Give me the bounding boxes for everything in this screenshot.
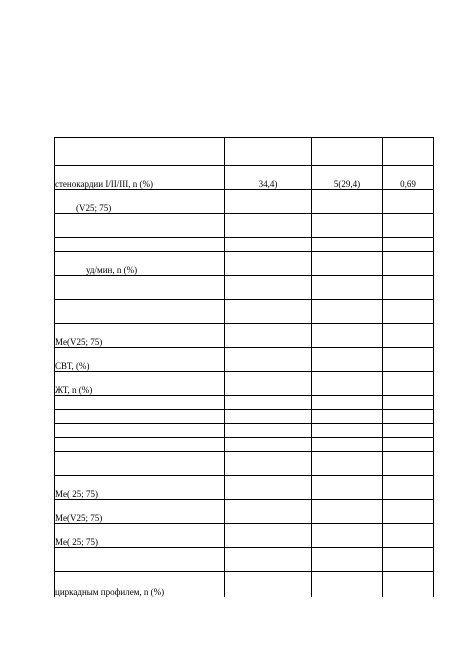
table-row — [55, 452, 434, 476]
table-cell-label: Me( 25; 75) — [55, 476, 225, 500]
table-row — [55, 324, 434, 348]
table-row — [55, 190, 434, 214]
table-cell-value — [383, 500, 434, 524]
table-cell-label — [55, 410, 225, 424]
table-cell-value — [312, 324, 383, 348]
table-cell-label — [55, 214, 225, 238]
table-cell-value — [225, 410, 312, 424]
table-cell-value: 0,69 — [383, 166, 434, 190]
table-row — [55, 138, 434, 166]
table-cell-value — [312, 424, 383, 438]
table-cell-label: (V25; 75) — [55, 190, 225, 214]
table-cell-label: циркадным профилем, n (%) — [55, 572, 225, 597]
data-table — [54, 137, 434, 597]
table-cell-value — [312, 252, 383, 276]
table-cell-value — [225, 572, 312, 597]
table-cell-label — [55, 238, 225, 252]
table-cell-value — [225, 276, 312, 300]
table-row — [55, 410, 434, 424]
table-cell-label: Me(V25; 75) — [55, 324, 225, 348]
table-cell-value — [225, 372, 312, 396]
table-cell-value — [225, 190, 312, 214]
table-cell-value — [225, 548, 312, 572]
table-cell-value — [312, 452, 383, 476]
table-cell-value — [312, 438, 383, 452]
table-cell-value — [225, 424, 312, 438]
table-cell-label — [55, 276, 225, 300]
table-cell-value — [225, 300, 312, 324]
table-row — [55, 438, 434, 452]
table-cell-value — [383, 372, 434, 396]
table-cell-value — [225, 324, 312, 348]
table-row — [55, 476, 434, 500]
table-row — [55, 166, 434, 190]
table-cell-value — [225, 500, 312, 524]
table-cell-label — [55, 300, 225, 324]
table-row — [55, 548, 434, 572]
table-cell-label: ЖТ, n (%) — [55, 372, 225, 396]
table-cell-value — [312, 138, 383, 166]
table-cell-value — [225, 238, 312, 252]
table-cell-value — [383, 424, 434, 438]
table-cell-value — [383, 452, 434, 476]
table-cell-value — [383, 324, 434, 348]
table-cell-label — [55, 396, 225, 410]
table-cell-value — [312, 396, 383, 410]
table-cell-value — [225, 396, 312, 410]
table-cell-value — [225, 452, 312, 476]
table-row — [55, 372, 434, 396]
table-cell-value — [383, 476, 434, 500]
table-row — [55, 238, 434, 252]
table-cell-value — [312, 500, 383, 524]
table-cell-label: Me( 25; 75) — [55, 524, 225, 548]
table-cell-value — [312, 548, 383, 572]
table-cell-label — [55, 138, 225, 166]
table-cell-label: СВТ, (%) — [55, 348, 225, 372]
table-row — [55, 214, 434, 238]
table-row — [55, 300, 434, 324]
table-cell-value — [225, 214, 312, 238]
table-cell-value — [312, 348, 383, 372]
table-row — [55, 500, 434, 524]
table-cell-value — [383, 214, 434, 238]
table-cell-value — [383, 300, 434, 324]
table-cell-value — [383, 252, 434, 276]
table-cell-value — [383, 190, 434, 214]
table-cell-value: 34,4) — [225, 166, 312, 190]
table-cell-value — [225, 524, 312, 548]
table-cell-value — [312, 410, 383, 424]
table-cell-value — [312, 190, 383, 214]
table-row — [55, 276, 434, 300]
table-cell-value — [383, 410, 434, 424]
table-cell-value — [312, 238, 383, 252]
table-row — [55, 252, 434, 276]
table-cell-value — [383, 138, 434, 166]
table-cell-label: уд/мин, n (%) — [55, 252, 225, 276]
table-row — [55, 396, 434, 410]
table-cell-value — [383, 396, 434, 410]
table-cell-label: Me(V25; 75) — [55, 500, 225, 524]
table-cell-value: 5(29,4) — [312, 166, 383, 190]
table-row — [55, 524, 434, 548]
table-cell-value — [225, 252, 312, 276]
table-cell-value — [383, 572, 434, 597]
table-cell-label — [55, 548, 225, 572]
table-cell-value — [383, 524, 434, 548]
table-cell-value — [383, 238, 434, 252]
table-cell-value — [312, 524, 383, 548]
table-cell-value — [312, 372, 383, 396]
table-cell-label: стенокардии I/II/III, n (%) — [55, 166, 225, 190]
table-row — [55, 572, 434, 597]
table-cell-value — [383, 276, 434, 300]
table-row — [55, 424, 434, 438]
table-cell-value — [225, 476, 312, 500]
table-cell-value — [312, 572, 383, 597]
table-cell-label — [55, 452, 225, 476]
table-cell-value — [312, 476, 383, 500]
table-cell-value — [312, 214, 383, 238]
table-cell-label — [55, 438, 225, 452]
table-cell-value — [312, 300, 383, 324]
table-row — [55, 348, 434, 372]
table-cell-value — [383, 348, 434, 372]
table-cell-label — [55, 424, 225, 438]
table-cell-value — [225, 348, 312, 372]
table-cell-value — [312, 276, 383, 300]
table-cell-value — [383, 548, 434, 572]
table-cell-value — [383, 438, 434, 452]
table-cell-value — [225, 138, 312, 166]
table-cell-value — [225, 438, 312, 452]
